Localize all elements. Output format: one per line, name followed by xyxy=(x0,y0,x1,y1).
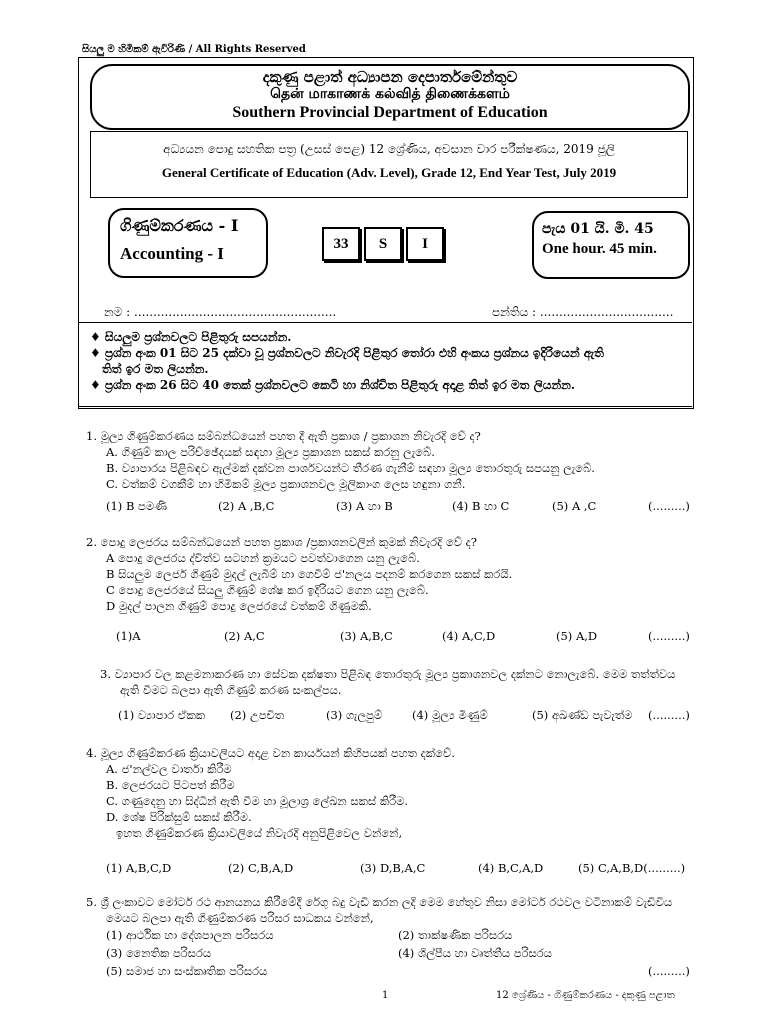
answer-blank[interactable]: (.........) xyxy=(648,499,690,513)
option-3: (3) ගැලපුම් xyxy=(326,708,383,722)
option-5: (5) A,D xyxy=(556,629,598,643)
option-4: (4) B,C,A,D xyxy=(478,861,544,875)
statement: C. ගණුදෙනු හා සිද්ධීන් ඇති වීම හා මූලාශ්‍ර ලේඛන සකස් කිරීම. xyxy=(106,794,409,808)
question-stem: 1. මූල්‍ය ගිණුම්කරණය සම්බන්ධයෙන් පහත දී ඇති ප්‍රකාශ / ප්‍රකාශන නිවැරදි වේ ද? xyxy=(86,429,481,443)
subject-english: Accounting - I xyxy=(120,244,224,263)
question-1 xyxy=(86,428,696,492)
department-tamil: தென் மாகாணக் கல்வித் திணைக்களம் xyxy=(270,86,510,102)
time-box xyxy=(532,211,690,279)
instruction-line: ♦ සියලුම ප්‍රශ්නවලට පිළිතුරු සපයන්න. xyxy=(90,330,292,344)
exam-title-english: General Certificate of Education (Adv. Level), Grade 12, End Year Test, July 2019 xyxy=(161,165,617,180)
option-3: (3) නෛතික පරිසරය xyxy=(106,946,212,960)
option-5: (5) A ,C xyxy=(552,499,597,513)
question-4 xyxy=(86,745,696,841)
question-stem: 4. මූල්‍ය ගිණුම්කරණ ක්‍රියාවලියට අදාළ වන කාර්යයන් කිහිපයක් පහත දක්වේ. xyxy=(86,746,455,760)
question-2 xyxy=(86,534,696,614)
statement: D මුදල් පාලන ගිණුම් පොදු ලෙජරයේ වත්කම් ගිණුමකි. xyxy=(106,599,372,613)
answer-blank[interactable]: (.........) xyxy=(648,708,690,722)
rights-reserved: සියලු ම හිමිකම් ඇවිරිණි / All Rights Reserved xyxy=(82,44,306,55)
time-sinhala: පැය 01 යි. මි. 45 xyxy=(542,221,654,237)
option-3: (3) A හා B xyxy=(336,499,393,513)
option-4: (4) මූල්‍ය මිණුම් xyxy=(412,708,488,722)
instruction-line: ♦ ප්‍රශ්න අංක 01 සිට 25 දක්වා වූ ප්‍රශ්නවලට නිවැරදි පිළිතුර තෝරා එහි අංකය ප්‍රශ්නය ඉදිරියෙන් ඇති xyxy=(90,346,604,360)
divider xyxy=(78,406,692,407)
option-3: (3) D,B,A,C xyxy=(360,861,426,875)
option-2: (2) තාක්ෂණික පරිසරය xyxy=(398,928,513,942)
option-2: (2) C,B,A,D xyxy=(228,861,294,875)
page-number: 1 xyxy=(382,990,389,1001)
subject-sinhala: ගිණුම්කරණය - I xyxy=(120,216,239,235)
answer-blank[interactable]: (.........) xyxy=(648,629,690,643)
paper-code-box: S xyxy=(364,227,402,261)
option-1: (1) ආර්ථික හා දේශපාලන පරිසරය xyxy=(106,928,274,942)
question-sub: ඉහත ගිණුම්කරණ ක්‍රියාවලියේ නිවැරදි අනුපිළිවෙල වන්නේ, xyxy=(116,826,403,840)
statement: C. වත්කම් වගකීම් හා හිමිකම් මූල්‍ය ප්‍රකාශනවල මූලිකාංග ලෙස හඳුනා ගනී. xyxy=(106,477,466,491)
paper-code-box: 33 xyxy=(322,227,360,261)
option-5[interactable]: (5) C,A,B,D(.........) xyxy=(578,861,686,875)
statement: A පොදු ලෙජරය ද්විත්ව සටහන් ක්‍රමයට පවත්වාගෙන යනු ලැබේ. xyxy=(106,551,420,565)
department-english: Southern Provincial Department of Education xyxy=(232,104,548,121)
option-4: (4) A,C,D xyxy=(442,629,496,643)
option-1: (1)A xyxy=(116,629,141,643)
question-stem: 5. ශ්‍රී ලංකාවට මෝටර් රථ ආනයනය කිරීමේදී රේගු බදු වැඩි කරන ලදි මෙම හේතුව නිසා මෝටර් රථවල වටිනාකම් වැඩිවිය xyxy=(86,895,673,909)
question-stem: 3. ව්‍යාපාර වල කළමනාකරණ හා සේවක දක්ෂතා පිළිබඳ තොරතුරු මූල්‍ය ප්‍රකාශනවල දක්නට නොලැබේ. මෙම තත්ත්වය xyxy=(100,667,676,681)
time-english: One hour. 45 min. xyxy=(542,241,657,257)
answer-blank[interactable]: (.........) xyxy=(648,964,690,978)
subject-box xyxy=(108,208,268,278)
instructions xyxy=(78,322,692,407)
department-header xyxy=(90,64,690,130)
question-3 xyxy=(100,666,710,698)
exam-title-box xyxy=(90,131,688,198)
statement: B. ව්‍යාපාරය පිළිබඳව ඇල්මක් දක්වන පාර්ශවයන්ට තීරණ ගැනීම් සඳහා මූල්‍ය තොරතුරු සපයනු ලැබේ. xyxy=(106,461,595,475)
option-1: (1) A,B,C,D xyxy=(106,861,172,875)
statement: A. ගිණුම් කාල පරිච්ඡේදයක් සඳහා මූල්‍ය ප්‍රකාශන සකස් කරනු ලැබේ. xyxy=(106,445,435,459)
question-stem: මෙයට බලපා ඇති ගිණුම්කරණ පරිසර සාධකය වන්නේ, xyxy=(106,911,374,925)
exam-title-sinhala: අධ්‍යයන පොදු සහතික පත්‍ර (උසස් පෙළ) 12 ශ්‍රේණිය, අවසාන වාර පරීක්ෂණය, 2019 ජූලි xyxy=(163,142,615,156)
option-4: (4) ශිල්පීය හා වෘත්තීය පරිසරය xyxy=(398,946,553,960)
footer-label: 12 ශ්‍රේණිය - ගිණුම්කරණය - දකුණු පළාත xyxy=(496,990,675,1001)
class-field: පන්තිය : ................................... xyxy=(492,305,674,319)
question-5 xyxy=(86,894,696,926)
department-sinhala: දකුණු පළාත් අධ්‍යාපන දෙපාර්තමේන්තුව xyxy=(262,68,518,86)
paper-code-box: I xyxy=(406,227,444,261)
question-stem: 2. පොදු ලෙජරය සම්බන්ධයෙන් පහත ප්‍රකාශ /ප්‍රකාශනවලින් කුමක් නිවැරදි වේ ද? xyxy=(86,535,477,549)
option-3: (3) A,B,C xyxy=(340,629,393,643)
option-1: (1) ව්‍යාපාර ඒකක xyxy=(118,708,206,722)
statement: A. ජ'නල්වල වාර්තා කිරීම xyxy=(106,762,232,776)
statement: C පොදු ලෙජරයේ සියලු ගිණුම් ශේෂ කර ඉදිරියට ගෙන යනු ලැබේ. xyxy=(106,583,429,597)
option-2: (2) උපචිත xyxy=(230,708,285,722)
option-1: (1) B පමණි xyxy=(106,499,168,513)
statement: B. ලෙජරයට පිටපත් කිරීම xyxy=(106,778,235,792)
option-2: (2) A,C xyxy=(224,629,265,643)
question-stem: ඇති වීමට බලපා ඇති ගිණුම් කරණ සංකල්පය. xyxy=(120,683,342,697)
statement: D. ශේෂ පිරික්සුම් සකස් කිරීම. xyxy=(106,810,252,824)
option-5: (5) අඛණ්ඩ පැවැත්ම xyxy=(532,708,633,722)
instruction-line: ♦ ප්‍රශ්න අංක 26 සිට 40 තෙක් ප්‍රශ්නවලට කෙටි හා නිශ්චිත පිළිතුරු අදාළ තිත් ඉර මත ලියන්න. xyxy=(90,378,576,392)
option-4: (4) B හා C xyxy=(452,499,510,513)
option-2: (2) A ,B,C xyxy=(218,499,275,513)
name-field: නම : ..................................................... xyxy=(104,305,337,319)
statement: B සියලුම ලෙජර් ගිණුම් මුදල් ලැබීම් හා ගෙවීම් ජ'නලය පදනම් කරගෙන සකස් කරයි. xyxy=(106,567,513,581)
instruction-line: තිත් ඉර මත ලියන්න. xyxy=(102,362,209,376)
option-5: (5) සමාජ හා සංස්කෘතික පරිසරය xyxy=(106,964,268,978)
